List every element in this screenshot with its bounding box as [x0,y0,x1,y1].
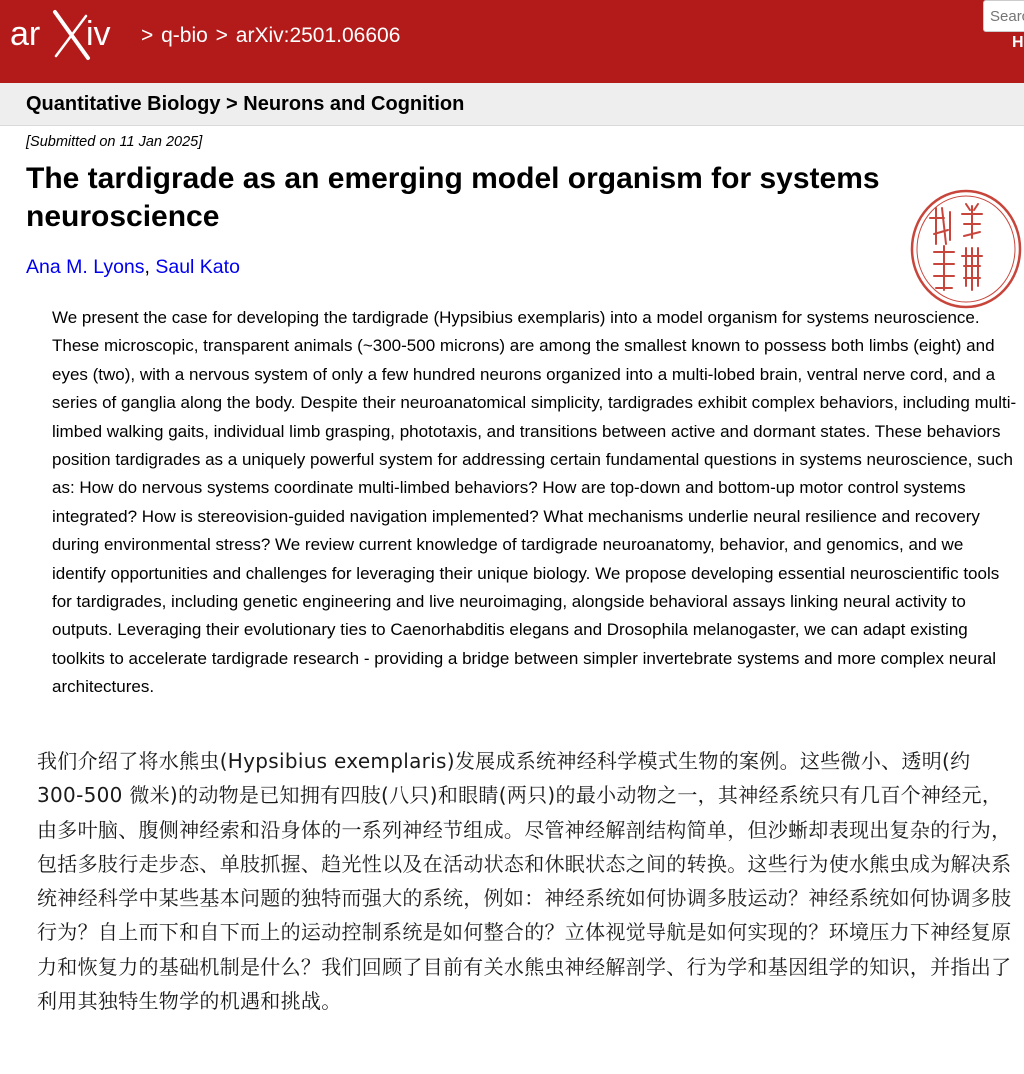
author-link[interactable]: Ana M. Lyons [26,256,145,278]
seal-stamp-icon [906,186,1024,312]
subject-bar [0,83,1024,126]
author-separator: , [144,256,156,278]
breadcrumb-separator: > [141,24,154,47]
breadcrumb-q-bio[interactable]: q-bio [161,24,208,47]
arxiv-header [0,0,1024,83]
subject-heading: Quantitative Biology > Neurons and Cognition [26,93,465,115]
svg-text:iv: iv [86,15,111,53]
arxiv-logo[interactable] [10,8,134,64]
paper-title: The tardigrade as an emerging model organism for systems neuroscience [26,162,880,233]
svg-text:ar: ar [10,15,41,53]
breadcrumb [140,24,401,48]
author-list [26,256,240,279]
submission-date: [Submitted on 11 Jan 2025] [26,134,203,150]
search-input[interactable] [983,0,1024,32]
author-link[interactable]: Saul Kato [155,256,240,278]
chinese-translation: 我们介绍了将水熊虫(Hypsibius exemplaris)发展成系统神经科学模式生物的案例。这些微小、透明(约 300-500 微米)的动物是已知拥有四肢(八只)和眼睛(两只)的最小动物之一，其神经系统只有几百个神经元，由多叶脑、腹侧神经索和沿身体的一系列神经节组成。尽管神经解剖结构简单，但沙蜥却表现出复杂的行为，包括多肢行走步态、单肢抓握、趋光性以及在活动状态和休眠状态之间的转换。这些行为使水熊虫成为解决系统神经科学中某些基本问题的独特而强大的系统，例如：神经系统如何协调多肢运动？神经系统如何协调多肢行为？自上而下和自下而上的运动控制系统是如何整合的？立体视觉导航是如何实现的？环境压力下神经复原力和恢复力的基础机制是什么？我们回顾了目前有关水熊虫神经解剖学、行为学和基因组学的知识，并指出了利用其独特生物学的机遇和挑战。 [37,749,1012,1014]
breadcrumb-separator: > [215,24,228,47]
breadcrumb-paper-id: arXiv:2501.06606 [235,24,401,47]
abstract: We present the case for developing the tardigrade (Hypsibius exemplaris) into a model organism for systems neuroscience. These microscopic, transparent animals (~300-500 microns) are among the smallest known to possess both limbs (eight) and eyes (two), with a nervous system of only a few hundred neurons organized into a multi-lobed brain, ventral nerve cord, and a series of ganglia along the body. Despite their neuroanatomical simplicity, tardigrades exhibit complex behaviors, including multi-limbed walking gaits, individual limb grasping, phototaxis, and transitions between active and dormant states. These behaviors position tardigrades as a uniquely powerful system for addressing certain fundamental questions in systems neuroscience, such as: How do nervous systems coordinate multi-limbed behaviors? How are top-down and bottom-up motor control systems integrated? How is stereovision-guided navigation implemented? What mechanisms underlie neural resilience and recovery during environmental stress? We review current knowledge of tardigrade neuroanatomy, behavior, and genomics, and we identify opportunities and challenges for leveraging their unique biology. We propose developing essential neuroscientific tools for tardigrades, including genetic engineering and live neuroimaging, alongside behavioral assays linking neural activity to outputs. Leveraging their evolutionary ties to Caenorhabditis elegans and Drosophila melanogaster, we can adapt existing toolkits to accelerate tardigrade research - providing a bridge between simpler invertebrate systems and more complex neural architectures. [52,308,1017,697]
help-link[interactable]: H [1012,34,1024,51]
